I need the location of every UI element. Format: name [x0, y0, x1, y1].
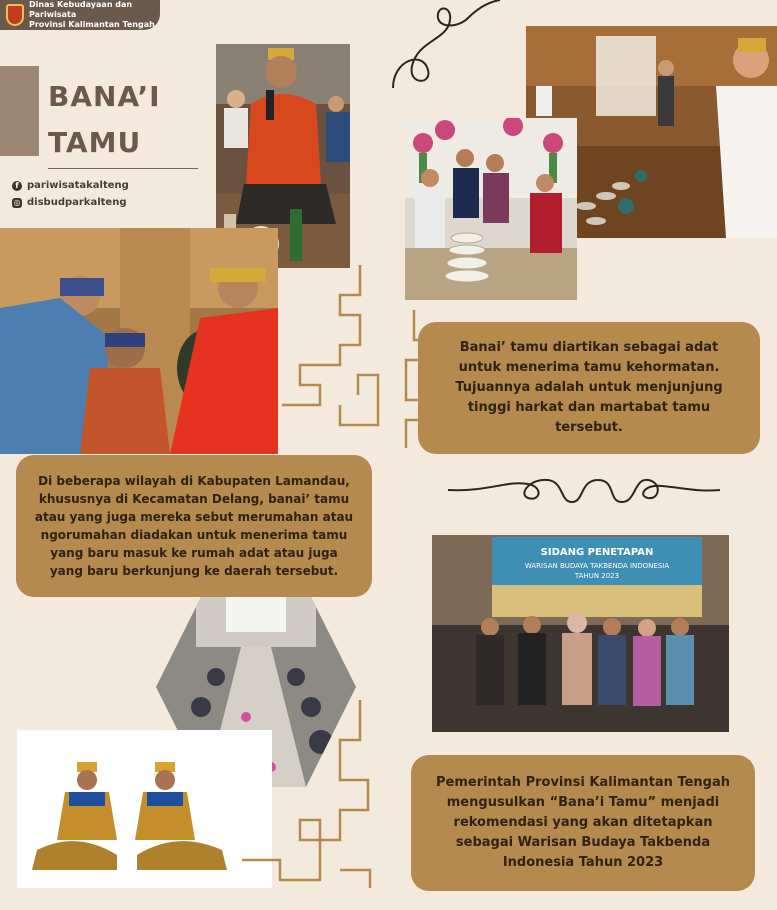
- geometric-ornament-1: [280, 255, 380, 435]
- instagram-label: disbudparkalteng: [27, 197, 127, 208]
- facebook-handle[interactable]: [12, 180, 129, 191]
- title-divider: [48, 168, 198, 169]
- title-line2: TAMU: [48, 126, 142, 159]
- recommendation-text: Pemerintah Provinsi Kalimantan Tengah mengusulkan “Bana’i Tamu” menjadi rekomendasi yang akan ditetapkan sebagai Warisan Budaya Takbenda Indonesia Tahun 2023: [435, 775, 731, 870]
- region-description-text: Di beberapa wilayah di Kabupaten Lamandau, khususnya di Kecamatan Delang, banai’ tamu atau yang juga mereka sebut merumahan atau ngorumahan diadakan untuk menerima tamu yang baru masuk ke rumah adat atau juga yang baru berkunjung ke daerah tersebut.: [34, 474, 354, 578]
- province-logo: [6, 4, 24, 26]
- page-title: [48, 74, 161, 166]
- geometric-ornament-2: [404, 300, 494, 450]
- facebook-icon: f: [12, 181, 22, 191]
- header-line2: Provinsi Kalimantan Tengah: [29, 20, 155, 29]
- photo-official-ceremony: [432, 535, 729, 732]
- banner-line2: WARISAN BUDAYA TAKBENDA INDONESIA: [524, 562, 670, 570]
- header-line1: Dinas Kebudayaan dan Pariwisata: [29, 0, 133, 19]
- banner-line3: TAHUN 2023: [574, 572, 620, 580]
- swirl-divider: [448, 470, 720, 510]
- facebook-label: pariwisatakalteng: [27, 180, 129, 191]
- photo-offering-ceremony: [405, 118, 577, 300]
- swirl-ornament-top: [388, 0, 503, 92]
- recommendation-box: [411, 755, 755, 891]
- photo-welcome-ritual: [0, 228, 278, 454]
- header-badge: [0, 0, 160, 30]
- banner-line1: SIDANG PENETAPAN: [540, 547, 654, 558]
- title-accent-bar: [0, 66, 39, 156]
- definition-text: Banai’ tamu diartikan sebagai adat untuk menerima tamu kehormatan. Tujuannya adalah untuk menjunjung tinggi harkat dan martabat tamu tersebut.: [455, 340, 723, 435]
- region-description-box: [16, 455, 372, 597]
- photo-greeting-dancers: [17, 730, 272, 888]
- instagram-icon: ◎: [13, 197, 21, 207]
- title-line1: BANA’I: [48, 80, 161, 113]
- instagram-handle[interactable]: [12, 197, 126, 208]
- geometric-ornament-3: [240, 700, 375, 890]
- header-text: [29, 0, 160, 30]
